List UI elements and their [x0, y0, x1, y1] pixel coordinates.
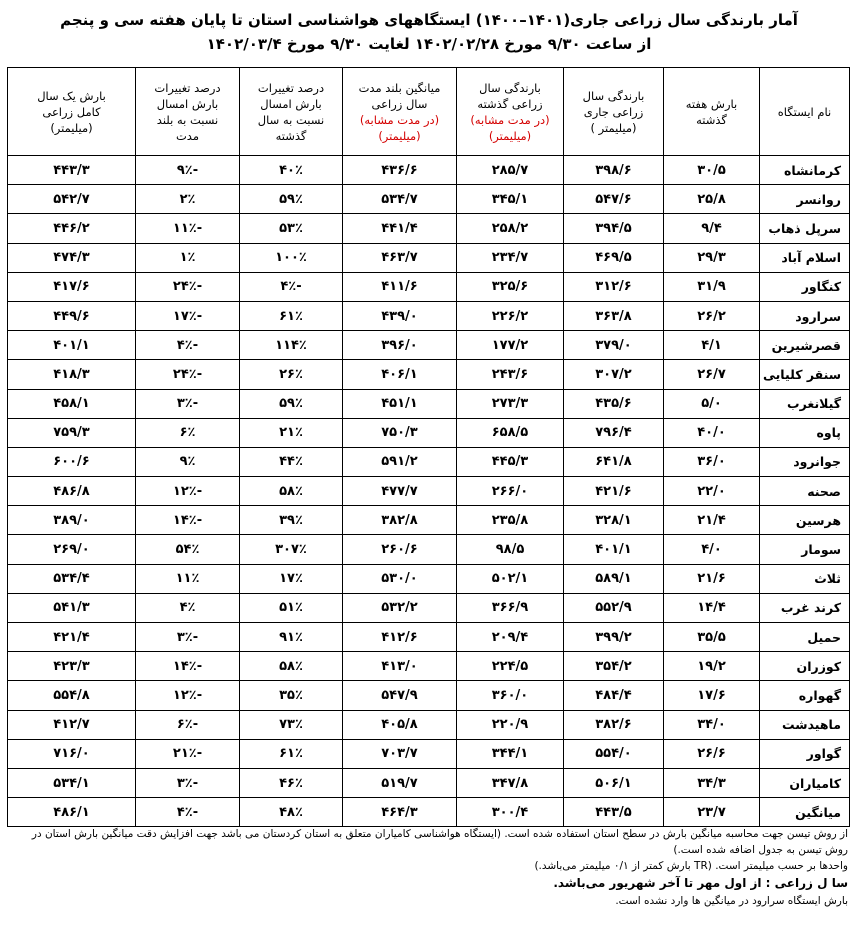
table-cell: ۴۸٪ [240, 798, 343, 827]
table-cell: -۲۴٪ [136, 272, 240, 301]
table-cell: -۱۲٪ [136, 477, 240, 506]
table-row [8, 418, 850, 447]
column-header [760, 68, 850, 156]
table-cell: -۲۱٪ [136, 739, 240, 768]
table-cell: -۱۴٪ [136, 506, 240, 535]
table-cell: ۵۳۴/۴ [8, 564, 136, 593]
table-cell: ۳۵/۵ [664, 623, 760, 652]
table-row [8, 768, 850, 797]
header-text: کامل زراعی [42, 104, 101, 119]
table-cell: ۵۱۹/۷ [343, 768, 457, 797]
table-cell: ۳۰/۵ [664, 156, 760, 185]
table-cell: ۶۰۰/۶ [8, 447, 136, 476]
table-row [8, 710, 850, 739]
header-note: (میلیمتر) [488, 128, 532, 143]
table-cell: ۶۱٪ [240, 301, 343, 330]
table-cell: ۲۶٪ [240, 360, 343, 389]
table-cell: ۴۶۹/۵ [564, 243, 664, 272]
table-cell: ۴۰۱/۱ [564, 535, 664, 564]
header-text: گذشته [275, 128, 307, 143]
table-cell: ۵۴۱/۳ [8, 593, 136, 622]
table-cell: ۵۰۶/۱ [564, 768, 664, 797]
table-cell: ۴۷۴/۳ [8, 243, 136, 272]
table-cell: -۱۷٪ [136, 301, 240, 330]
table-cell: ۴۲۱/۴ [8, 623, 136, 652]
table-cell: ۴۸۴/۴ [564, 681, 664, 710]
table-cell: ۶۱٪ [240, 739, 343, 768]
table-row [8, 301, 850, 330]
table-cell: ۳۲۵/۶ [457, 272, 564, 301]
table-cell: ۳۱۲/۶ [564, 272, 664, 301]
table-row [8, 156, 850, 185]
header-text: بارش امسال [260, 96, 322, 111]
table-cell: ۲۵/۸ [664, 185, 760, 214]
column-header [240, 68, 343, 156]
table-cell: ۵۰۲/۱ [457, 564, 564, 593]
station-name: ثلاث [760, 564, 850, 593]
table-cell: ۷۵۰/۳ [343, 418, 457, 447]
table-cell: -۴٪ [240, 272, 343, 301]
table-cell: ۴۳۶/۶ [343, 156, 457, 185]
table-cell: -۳٪ [136, 623, 240, 652]
table-cell: ۳۸۹/۰ [8, 506, 136, 535]
table-cell: ۴۰٪ [240, 156, 343, 185]
station-name: هرسین [760, 506, 850, 535]
table-cell: ۳۹٪ [240, 506, 343, 535]
table-cell: ۳۹۴/۵ [564, 214, 664, 243]
table-cell: ۱۱۴٪ [240, 331, 343, 360]
table-cell: ۶٪ [136, 418, 240, 447]
table-cell: ۳۹۶/۰ [343, 331, 457, 360]
table-cell: ۳۸۲/۸ [343, 506, 457, 535]
table-cell: ۲۶/۷ [664, 360, 760, 389]
table-cell: ۵۳۴/۱ [8, 768, 136, 797]
header-text: نسبت به سال [257, 112, 325, 127]
table-cell: ۵۱٪ [240, 593, 343, 622]
table-cell: ۳۰۰/۴ [457, 798, 564, 827]
table-cell: -۱۲٪ [136, 681, 240, 710]
station-name: سنقر کلیایی [760, 360, 850, 389]
table-cell: ۳۴۴/۱ [457, 739, 564, 768]
header-text: نام ایستگاه [777, 104, 832, 119]
table-cell: ۴۶۴/۳ [343, 798, 457, 827]
table-cell: ۱۰۰٪ [240, 243, 343, 272]
table-cell: ۵۵۲/۹ [564, 593, 664, 622]
station-name: ماهیدشت [760, 710, 850, 739]
station-name: میانگین [760, 798, 850, 827]
table-cell: ۳۸۲/۶ [564, 710, 664, 739]
table-cell: ۲۰۹/۴ [457, 623, 564, 652]
station-name: پاوه [760, 418, 850, 447]
header-text: زراعی گذشته [477, 96, 543, 111]
station-name: جوانرود [760, 447, 850, 476]
table-cell: ۵۵۴/۰ [564, 739, 664, 768]
station-name: کرند غرب [760, 593, 850, 622]
table-cell: -۲۴٪ [136, 360, 240, 389]
table-cell: ۴۳۹/۰ [343, 301, 457, 330]
table-cell: ۲۱/۴ [664, 506, 760, 535]
table-cell: ۷۱۶/۰ [8, 739, 136, 768]
table-cell: ۵۹٪ [240, 389, 343, 418]
column-header [564, 68, 664, 156]
table-cell: ۴۴۵/۳ [457, 447, 564, 476]
table-cell: ۲۱/۶ [664, 564, 760, 593]
header-text: بارش یک سال [37, 88, 106, 103]
header-text: درصد تغییرات [257, 80, 325, 95]
table-cell: ۴۵۱/۱ [343, 389, 457, 418]
table-row [8, 623, 850, 652]
footnote: بارش ایستگاه سرارود در میانگین ها وارد نشده است. [615, 895, 848, 907]
table-cell: ۲۶۹/۰ [8, 535, 136, 564]
table-cell: ۴۱۳/۰ [343, 652, 457, 681]
table-cell: ۴۴۱/۴ [343, 214, 457, 243]
table-row [8, 681, 850, 710]
table-cell: ۳۵۴/۲ [564, 652, 664, 681]
table-row [8, 243, 850, 272]
table-cell: ۹۱٪ [240, 623, 343, 652]
station-name: حمیل [760, 623, 850, 652]
title-line-1: آمار بارندگی سال زراعی جاری(۱۴۰۱–۱۴۰۰) ایستگاههای هواشناسی استان تا پایان هفته سی و پنجم [60, 11, 798, 29]
table-cell: -۳٪ [136, 768, 240, 797]
table-cell: ۵۸٪ [240, 652, 343, 681]
table-row [8, 360, 850, 389]
table-cell: ۱۷۷/۲ [457, 331, 564, 360]
header-note: (در مدت مشابه) [359, 112, 440, 127]
table-cell: ۵۴۷/۹ [343, 681, 457, 710]
table-cell: ۴۶۳/۷ [343, 243, 457, 272]
table-cell: ۳۰۷٪ [240, 535, 343, 564]
table-cell: ۴۴٪ [240, 447, 343, 476]
table-cell: ۱۷/۶ [664, 681, 760, 710]
table-row [8, 214, 850, 243]
table-row [8, 739, 850, 768]
table-cell: -۴٪ [136, 798, 240, 827]
station-name: سرارود [760, 301, 850, 330]
table-cell: ۲۸۵/۷ [457, 156, 564, 185]
table-cell: ۵/۰ [664, 389, 760, 418]
table-cell: ۵۳۰/۰ [343, 564, 457, 593]
table-cell: ۵۴۲/۷ [8, 185, 136, 214]
table-row [8, 389, 850, 418]
station-name: گواور [760, 739, 850, 768]
header-text: بارندگی سال [479, 80, 541, 95]
table-cell: ۳۴۵/۱ [457, 185, 564, 214]
table-cell: ۴۶٪ [240, 768, 343, 797]
table-cell: ۵۳۲/۲ [343, 593, 457, 622]
table-cell: ۲۱٪ [240, 418, 343, 447]
table-cell: ۵۴۷/۶ [564, 185, 664, 214]
report-title [0, 8, 858, 56]
table-cell: ۲۲۰/۹ [457, 710, 564, 739]
table-row [8, 652, 850, 681]
table-cell: ۲۴۳/۶ [457, 360, 564, 389]
table-cell: ۳۶۶/۹ [457, 593, 564, 622]
table-cell: ۳۰۷/۲ [564, 360, 664, 389]
column-header [8, 68, 136, 156]
table-cell: -۳٪ [136, 389, 240, 418]
header-text: بارش هفته [685, 96, 738, 111]
table-cell: ۶۴۱/۸ [564, 447, 664, 476]
table-cell: ۹/۴ [664, 214, 760, 243]
table-cell: ۷۰۳/۷ [343, 739, 457, 768]
table-cell: ۲۲۶/۲ [457, 301, 564, 330]
table-cell: ۴۲۳/۳ [8, 652, 136, 681]
table-cell: ۵۹٪ [240, 185, 343, 214]
table-cell: ۲٪ [136, 185, 240, 214]
table-cell: ۴۳۵/۶ [564, 389, 664, 418]
table-row [8, 331, 850, 360]
station-name: کوزران [760, 652, 850, 681]
table-cell: ۳۶۰/۰ [457, 681, 564, 710]
rainfall-table [7, 67, 850, 827]
header-text: (میلیمتر ) [590, 120, 637, 135]
table-cell: ۴۸۶/۱ [8, 798, 136, 827]
table-cell: ۴۷۷/۷ [343, 477, 457, 506]
table-cell: ۲۳۵/۸ [457, 506, 564, 535]
header-text: بارش امسال [156, 96, 219, 111]
table-cell: ۱٪ [136, 243, 240, 272]
footnote: واحدها بر حسب میلیمتر است. (TR بارش کمتر از ۰/۱ میلیمتر می‌باشد.) [534, 860, 848, 872]
table-cell: -۶٪ [136, 710, 240, 739]
table-cell: ۳۴/۰ [664, 710, 760, 739]
station-name: کرمانشاه [760, 156, 850, 185]
station-name: روانسر [760, 185, 850, 214]
table-row [8, 447, 850, 476]
table-row [8, 506, 850, 535]
column-header [664, 68, 760, 156]
header-text: سال زراعی [371, 96, 428, 111]
table-cell: ۴/۰ [664, 535, 760, 564]
table-cell: ۳۲۸/۱ [564, 506, 664, 535]
table-cell: ۲۷۳/۳ [457, 389, 564, 418]
table-cell: ۳۴/۳ [664, 768, 760, 797]
table-cell: ۳۹۹/۲ [564, 623, 664, 652]
table-cell: ۴۱۱/۶ [343, 272, 457, 301]
column-header [457, 68, 564, 156]
table-row [8, 535, 850, 564]
title-line-2: از ساعت ۹/۳۰ مورخ ۱۴۰۲/۰۲/۲۸ لغایت ۹/۳۰ مورخ ۱۴۰۲/۰۳/۴ [206, 35, 652, 53]
table-row [8, 272, 850, 301]
station-name: کامیاران [760, 768, 850, 797]
table-cell: ۲۲۴/۵ [457, 652, 564, 681]
table-cell: -۱۱٪ [136, 214, 240, 243]
table-cell: ۴۱۲/۷ [8, 710, 136, 739]
table-cell: ۴۰۱/۱ [8, 331, 136, 360]
footnote: از روش تیسن جهت محاسبه میانگین بارش در سطح استان استفاده شده است. (ایستگاه هواشناسی کامیاران متعلق به استان کردستان می باشد جهت افزایش دقت میانگین بارش استان در روش تیسن به جدول اضافه شده است.) [31, 828, 848, 856]
table-cell: ۲۹/۳ [664, 243, 760, 272]
table-cell: ۵۵۴/۸ [8, 681, 136, 710]
table-cell: ۲۳/۷ [664, 798, 760, 827]
table-cell: ۳۵٪ [240, 681, 343, 710]
station-name: کنگاور [760, 272, 850, 301]
header-text: زراعی جاری [583, 104, 644, 119]
table-cell: -۹٪ [136, 156, 240, 185]
table-cell: ۲۶/۲ [664, 301, 760, 330]
table-cell: ۳۶/۰ [664, 447, 760, 476]
table-cell: ۴۰/۰ [664, 418, 760, 447]
table-cell: ۱۹/۲ [664, 652, 760, 681]
table-cell: ۷۹۶/۴ [564, 418, 664, 447]
table-cell: ۴۴۹/۶ [8, 301, 136, 330]
table-cell: ۷۳٪ [240, 710, 343, 739]
table-cell: ۵۳٪ [240, 214, 343, 243]
table-cell: ۴۴۳/۳ [8, 156, 136, 185]
footnotes [8, 826, 848, 909]
station-name: گهواره [760, 681, 850, 710]
table-cell: ۴۰۶/۱ [343, 360, 457, 389]
table-cell: ۱۴/۴ [664, 593, 760, 622]
table-cell: ۳۷۹/۰ [564, 331, 664, 360]
table-cell: ۴۴۶/۲ [8, 214, 136, 243]
station-name: قصرشیرین [760, 331, 850, 360]
header-text: درصد تغییرات [154, 80, 221, 95]
table-cell: ۴/۱ [664, 331, 760, 360]
header-text: بارندگی سال [582, 88, 645, 103]
table-row [8, 185, 850, 214]
header-text: مدت [175, 128, 200, 143]
column-header [136, 68, 240, 156]
header-text: (میلیمتر) [50, 120, 93, 135]
table-row [8, 564, 850, 593]
table-cell: ۹۸/۵ [457, 535, 564, 564]
table-cell: -۴٪ [136, 331, 240, 360]
table-cell: ۵۸۹/۱ [564, 564, 664, 593]
header-note: (میلیمتر) [378, 128, 421, 143]
table-cell: ۱۷٪ [240, 564, 343, 593]
rainfall-table-container [8, 67, 850, 827]
table-cell: ۵۴٪ [136, 535, 240, 564]
table-cell: ۴٪ [136, 593, 240, 622]
header-text: میانگین بلند مدت [358, 80, 441, 95]
column-header [343, 68, 457, 156]
table-cell: ۳۴۷/۸ [457, 768, 564, 797]
table-cell: ۱۱٪ [136, 564, 240, 593]
station-name: اسلام آباد [760, 243, 850, 272]
table-cell: ۹٪ [136, 447, 240, 476]
table-cell: ۵۹۱/۲ [343, 447, 457, 476]
table-cell: ۶۵۸/۵ [457, 418, 564, 447]
table-row [8, 593, 850, 622]
table-cell: ۲۶۶/۰ [457, 477, 564, 506]
header-text: نسبت به بلند [156, 112, 219, 127]
table-header-row [8, 68, 850, 156]
station-name: سرپل ذهاب [760, 214, 850, 243]
table-cell: ۴۱۸/۳ [8, 360, 136, 389]
table-cell: ۲۶۰/۶ [343, 535, 457, 564]
table-cell: ۲۶/۶ [664, 739, 760, 768]
table-cell: ۵۸٪ [240, 477, 343, 506]
average-row [8, 798, 850, 827]
table-cell: -۱۴٪ [136, 652, 240, 681]
header-text: گذشته [696, 112, 727, 127]
station-name: صحنه [760, 477, 850, 506]
table-cell: ۳۶۳/۸ [564, 301, 664, 330]
station-name: سومار [760, 535, 850, 564]
table-cell: ۴۱۲/۶ [343, 623, 457, 652]
table-cell: ۲۲/۰ [664, 477, 760, 506]
table-cell: ۵۳۴/۷ [343, 185, 457, 214]
table-cell: ۳۱/۹ [664, 272, 760, 301]
station-name: گیلانغرب [760, 389, 850, 418]
table-cell: ۴۴۳/۵ [564, 798, 664, 827]
table-cell: ۴۱۷/۶ [8, 272, 136, 301]
table-row [8, 477, 850, 506]
table-cell: ۴۵۸/۱ [8, 389, 136, 418]
table-cell: ۴۲۱/۶ [564, 477, 664, 506]
header-note: (در مدت مشابه) [470, 112, 550, 127]
footnote: سا ل زراعی : از اول مهر تا آخر شهریور می‌باشد. [553, 876, 848, 890]
table-cell: ۴۰۵/۸ [343, 710, 457, 739]
table-body [8, 156, 850, 827]
table-cell: ۷۵۹/۳ [8, 418, 136, 447]
table-cell: ۳۹۸/۶ [564, 156, 664, 185]
table-cell: ۴۸۶/۸ [8, 477, 136, 506]
table-cell: ۲۵۸/۲ [457, 214, 564, 243]
table-cell: ۲۳۴/۷ [457, 243, 564, 272]
